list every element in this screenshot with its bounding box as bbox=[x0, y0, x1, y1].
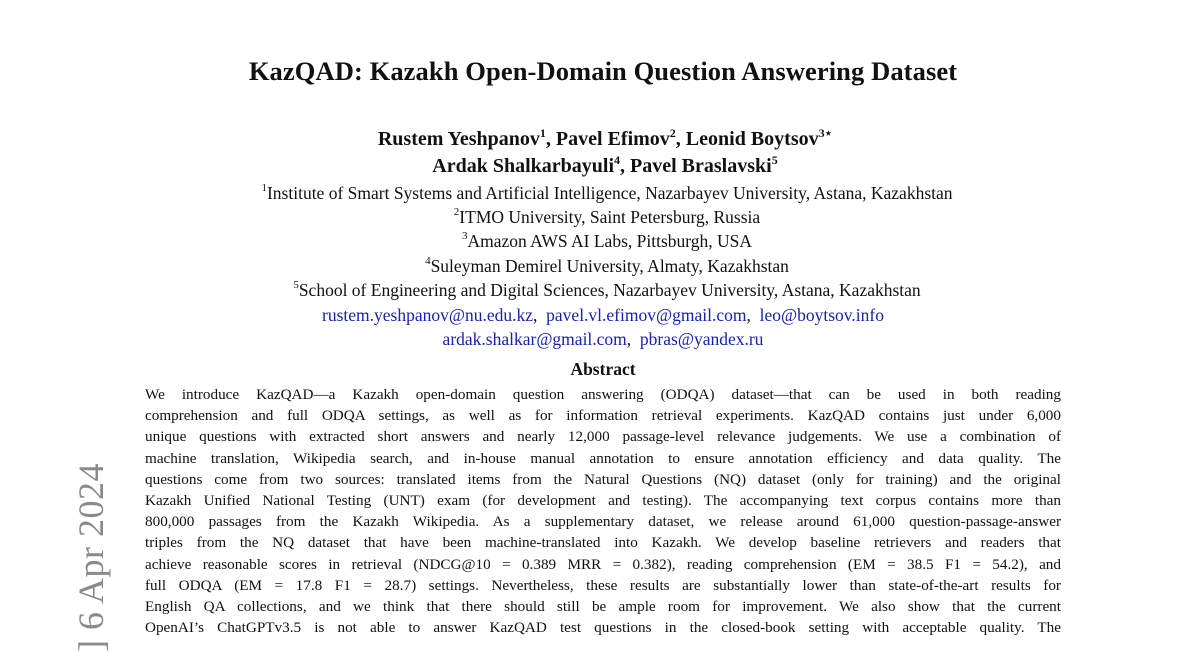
affiliation-5 bbox=[0, 280, 1200, 301]
email-line-1: rustem.yeshpanov@nu.edu.kz, pavel.vl.efimov@gmail.com, leo@boytsov.info bbox=[322, 305, 884, 325]
author-line-1 bbox=[0, 128, 1200, 151]
affiliation-text: Amazon AWS AI Labs, Pittsburgh, USA bbox=[467, 231, 753, 251]
abstract-line: full ODQA (EM = 17.8 F1 = 28.7) settings. Nevertheless, these results are substantially lower than state-of-the-art results for bbox=[145, 576, 1061, 594]
author-affiliation-mark: 4 bbox=[614, 153, 621, 167]
author-name: Pavel Efimov bbox=[555, 128, 670, 150]
abstract-line: We introduce KazQAD—a Kazakh open-domain question answering (ODQA) dataset—that can be used in both reading bbox=[145, 386, 1061, 403]
abstract-line: unique questions with extracted short answers and nearly 12,000 passage-level relevance judgements. We use a combination of bbox=[145, 428, 1061, 446]
affiliation-mark: 2 bbox=[453, 206, 460, 218]
email-line-2: ardak.shalkar@gmail.com, pbras@yandex.ru bbox=[442, 329, 764, 349]
affiliation-mark: 5 bbox=[293, 279, 299, 291]
affiliation-2 bbox=[0, 207, 1200, 228]
affiliation-text: ITMO University, Saint Petersburg, Russia bbox=[459, 207, 761, 227]
email-link[interactable]: rustem.yeshpanov@nu.edu.kz bbox=[322, 305, 534, 325]
affiliation-1 bbox=[0, 183, 1200, 204]
email-link[interactable]: leo@boytsov.info bbox=[759, 305, 884, 325]
abstract-line: triples from the NQ dataset that have been machine-translated into Kazakh. We develop baseline retrievers and readers that bbox=[145, 534, 1061, 552]
email-link[interactable]: pavel.vl.efimov@gmail.com bbox=[546, 305, 747, 325]
affiliation-text: Institute of Smart Systems and Artificial Intelligence, Nazarbayev University, Astana, Kazakhstan bbox=[266, 183, 953, 203]
author-affiliation-mark: 2 bbox=[669, 126, 676, 140]
abstract-heading: Abstract bbox=[570, 359, 636, 379]
email-link[interactable]: pbras@yandex.ru bbox=[639, 329, 764, 349]
affiliation-mark: 4 bbox=[425, 255, 431, 267]
author-name: Ardak Shalkarbayuli bbox=[432, 155, 615, 177]
author-separator: , bbox=[620, 155, 631, 177]
abstract-body bbox=[145, 384, 1061, 638]
email-link[interactable]: ardak.shalkar@gmail.com bbox=[442, 329, 627, 349]
author-line-2 bbox=[0, 155, 1200, 178]
affiliation-mark: 1 bbox=[261, 182, 267, 194]
affiliation-text: Suleyman Demirel University, Almaty, Kazakhstan bbox=[430, 256, 789, 276]
affiliation-mark: 3 bbox=[461, 230, 468, 242]
author-separator: , bbox=[675, 128, 686, 150]
arxiv-sidebar-text: ] 6 Apr 2024 bbox=[71, 463, 111, 652]
affiliation-text: School of Engineering and Digital Sciences, Nazarbayev University, Astana, Kazakhstan bbox=[298, 280, 921, 300]
author-affiliation-mark: 5 bbox=[771, 153, 778, 167]
author-affiliation-mark: 3⋆ bbox=[818, 126, 833, 140]
abstract-line: 800,000 passages from the Kazakh Wikipedia. As a supplementary dataset, we release around 61,000 question-passage-answer bbox=[145, 513, 1061, 531]
author-name: Leonid Boytsov bbox=[685, 128, 819, 150]
abstract-line: machine translation, Wikipedia search, and in-house manual annotation to ensure annotation efficiency and data quality. The bbox=[145, 449, 1061, 467]
affiliation-3 bbox=[0, 231, 1200, 252]
author-separator: , bbox=[545, 128, 556, 150]
abstract-line: comprehension and full ODQA settings, as well as for information retrieval experiments. KazQAD contains just under 6,000 bbox=[145, 407, 1061, 425]
abstract-line: OpenAI’s ChatGPTv3.5 is not able to answer KazQAD test questions in the closed-book setting with acceptable quality. The bbox=[145, 619, 1061, 637]
abstract-line: English QA collections, and we think that there should still be ample room for improvement. We also show that the current bbox=[145, 598, 1061, 616]
abstract-line: Kazakh Unified National Testing (UNT) exam (for development and testing). The accompanying text corpus contains more than bbox=[145, 492, 1061, 510]
paper-title: KazQAD: Kazakh Open-Domain Question Answering Dataset bbox=[248, 56, 958, 86]
affiliation-4 bbox=[0, 256, 1200, 277]
author-name: Pavel Braslavski bbox=[630, 155, 772, 177]
arxiv-sidebar bbox=[30, 430, 111, 652]
abstract-line: questions come from two sources: translated items from the Natural Questions (NQ) dataset (only for training) and the original bbox=[145, 470, 1061, 488]
author-name: Rustem Yeshpanov bbox=[377, 128, 540, 150]
abstract-line: achieve reasonable scores in retrieval (NDCG@10 = 0.389 MRR = 0.382), reading comprehension (EM = 38.5 F1 = 54.2), and bbox=[145, 555, 1061, 573]
author-affiliation-mark: 1 bbox=[539, 126, 546, 140]
